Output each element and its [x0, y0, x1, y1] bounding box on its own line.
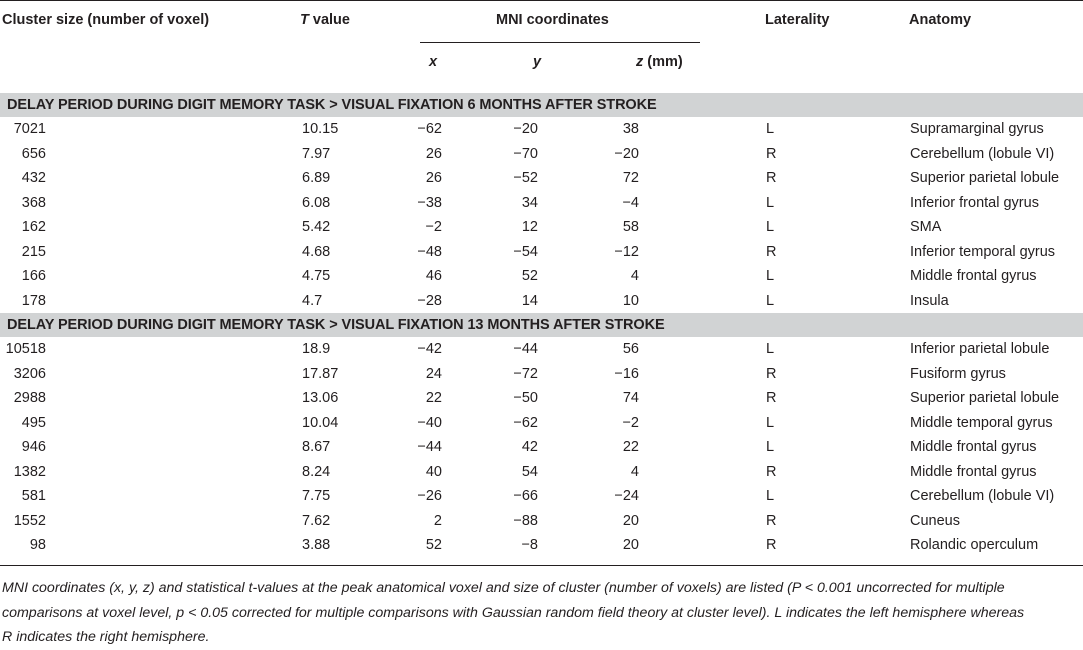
- header-z: [636, 53, 683, 71]
- z-coordinate-cell: 72: [622, 170, 639, 186]
- table-row: [0, 533, 1083, 558]
- footnote-line: MNI coordinates (x, y, z) and statistical t-values at the peak anatomical voxel and size of cluster (number of voxels) are listed (P < 0.001 uncorrected for multiple: [2, 580, 1005, 596]
- t-value-cell: 8.67: [302, 439, 331, 455]
- y-coordinate-cell: −72: [513, 365, 538, 382]
- cluster-size-cell: 2988: [13, 390, 46, 406]
- laterality-cell: L: [766, 219, 775, 235]
- anatomy-cell: Middle temporal gyrus: [910, 414, 1053, 431]
- t-value-cell: 13.06: [302, 390, 339, 406]
- x-coordinate-cell: 52: [425, 537, 442, 553]
- laterality-cell: R: [766, 145, 777, 162]
- table-row: [0, 435, 1083, 460]
- x-coordinate-cell: 40: [425, 463, 442, 480]
- t-value-cell: 17.87: [302, 365, 339, 382]
- z-coordinate-cell: −20: [614, 145, 639, 162]
- header-anatomy: Anatomy: [909, 12, 972, 28]
- laterality-cell: L: [766, 194, 775, 211]
- y-coordinate-cell: −8: [521, 537, 538, 553]
- y-coordinate-cell: −54: [513, 243, 538, 260]
- table-row: [0, 337, 1083, 362]
- laterality-cell: L: [766, 292, 775, 309]
- laterality-cell: L: [766, 488, 775, 504]
- z-coordinate-cell: 58: [622, 219, 639, 235]
- table-row: [0, 240, 1083, 265]
- table-row: [0, 215, 1083, 240]
- header-x: [429, 53, 437, 71]
- anatomy-cell: Insula: [910, 292, 949, 309]
- x-coordinate-cell: −62: [417, 121, 442, 137]
- y-coordinate-cell: −52: [513, 170, 538, 186]
- cluster-size-cell: 656: [21, 145, 46, 162]
- cluster-size-cell: 368: [21, 194, 46, 211]
- t-value-cell: 6.08: [302, 194, 331, 211]
- t-value-cell: 7.97: [302, 145, 331, 162]
- x-coordinate-cell: −40: [417, 414, 442, 431]
- x-coordinate-cell: −38: [417, 194, 442, 211]
- z-coordinate-cell: 4: [630, 463, 639, 480]
- anatomy-cell: Inferior frontal gyrus: [910, 194, 1039, 211]
- t-value-cell: 5.42: [302, 219, 331, 235]
- x-coordinate-cell: −48: [417, 243, 442, 260]
- section-header: [0, 313, 1083, 337]
- laterality-cell: L: [766, 268, 775, 284]
- header-t-value: [300, 11, 350, 29]
- t-value-cell: 4.7: [302, 292, 323, 309]
- t-value-cell: 4.75: [302, 268, 331, 284]
- section-title: DELAY PERIOD DURING DIGIT MEMORY TASK > VISUAL FIXATION 6 MONTHS AFTER STROKE: [7, 97, 657, 113]
- x-coordinate-cell: −42: [417, 341, 442, 357]
- cluster-size-cell: 215: [21, 243, 46, 260]
- anatomy-cell: Middle frontal gyrus: [910, 439, 1037, 455]
- footnote-line: comparisons at voxel level, p < 0.05 corrected for multiple comparisons with Gaussian random field theory at cluster level). L indicates the left hemisphere whereas: [2, 604, 1025, 621]
- cluster-size-cell: 7021: [13, 121, 46, 137]
- y-coordinate-cell: 14: [521, 292, 538, 309]
- laterality-cell: L: [766, 121, 775, 137]
- cluster-size-cell: 162: [21, 219, 46, 235]
- y-coordinate-cell: −44: [513, 341, 538, 357]
- anatomy-cell: Cerebellum (lobule VI): [910, 488, 1055, 504]
- t-value-cell: 18.9: [302, 341, 331, 357]
- t-value-cell: 10.15: [302, 121, 339, 137]
- section-header: [0, 93, 1083, 117]
- x-coordinate-cell: −28: [417, 292, 442, 309]
- t-value-cell: 6.89: [302, 170, 331, 186]
- cluster-size-cell: 946: [21, 439, 46, 455]
- y-coordinate-cell: 34: [521, 194, 538, 211]
- laterality-cell: L: [766, 439, 775, 455]
- footnote-line: R indicates the right hemisphere.: [2, 629, 210, 645]
- header-z-rest: (mm): [643, 54, 683, 70]
- x-coordinate-cell: 24: [425, 365, 442, 382]
- laterality-cell: R: [766, 390, 777, 406]
- cluster-size-cell: 10518: [5, 341, 46, 357]
- t-value-cell: 10.04: [302, 414, 339, 431]
- table-row: [0, 142, 1083, 167]
- y-coordinate-cell: −62: [513, 414, 538, 431]
- z-coordinate-cell: −2: [622, 414, 639, 431]
- z-coordinate-cell: 10: [622, 292, 639, 309]
- anatomy-cell: Inferior temporal gyrus: [910, 243, 1056, 260]
- section-title: DELAY PERIOD DURING DIGIT MEMORY TASK > VISUAL FIXATION 13 MONTHS AFTER STROKE: [7, 317, 665, 333]
- table-row: [0, 460, 1083, 485]
- anatomy-cell: Cuneus: [910, 512, 960, 529]
- y-coordinate-cell: −20: [513, 121, 538, 137]
- z-coordinate-cell: −4: [622, 194, 639, 211]
- header-y: [533, 53, 541, 71]
- z-coordinate-cell: −24: [614, 488, 639, 504]
- header-laterality: Laterality: [765, 12, 830, 28]
- x-coordinate-cell: 2: [433, 512, 442, 529]
- laterality-cell: R: [766, 512, 777, 529]
- y-coordinate-cell: −70: [513, 145, 538, 162]
- anatomy-cell: SMA: [910, 219, 942, 235]
- x-coordinate-cell: −44: [417, 439, 442, 455]
- table-row: [0, 411, 1083, 436]
- header-y-label: y: [533, 54, 542, 70]
- header-t-rest: value: [308, 12, 350, 28]
- anatomy-cell: Supramarginal gyrus: [910, 121, 1044, 137]
- cluster-size-cell: 98: [29, 537, 46, 553]
- t-value-cell: 8.24: [302, 463, 331, 480]
- header-mni-coordinates: MNI coordinates: [496, 12, 609, 28]
- cluster-size-cell: 581: [21, 488, 46, 504]
- cluster-size-cell: 495: [21, 414, 46, 431]
- header-x-label: x: [429, 54, 438, 70]
- laterality-cell: R: [766, 170, 777, 186]
- anatomy-cell: Superior parietal lobule: [910, 170, 1060, 186]
- z-coordinate-cell: 22: [622, 439, 639, 455]
- table-row: [0, 509, 1083, 534]
- anatomy-cell: Middle frontal gyrus: [910, 268, 1037, 284]
- t-value-cell: 7.62: [302, 512, 331, 529]
- header-z-italic: z: [636, 54, 644, 70]
- x-coordinate-cell: −26: [417, 488, 442, 504]
- table-row: [0, 362, 1083, 387]
- anatomy-cell: Middle frontal gyrus: [910, 463, 1037, 480]
- cluster-size-cell: 1552: [13, 512, 46, 529]
- table-row: [0, 117, 1083, 142]
- z-coordinate-cell: 38: [622, 121, 639, 137]
- t-value-cell: 4.68: [302, 243, 331, 260]
- x-coordinate-cell: 26: [425, 145, 442, 162]
- table-row: [0, 289, 1083, 314]
- cluster-size-cell: 166: [21, 268, 46, 284]
- laterality-cell: R: [766, 365, 777, 382]
- z-coordinate-cell: −16: [614, 365, 639, 382]
- laterality-cell: R: [766, 537, 777, 553]
- mni-header-rule: [420, 42, 700, 43]
- header-cluster-size: Cluster size (number of voxel): [2, 12, 210, 28]
- anatomy-cell: Cerebellum (lobule VI): [910, 145, 1055, 162]
- anatomy-cell: Fusiform gyrus: [910, 365, 1006, 382]
- x-coordinate-cell: 26: [425, 170, 442, 186]
- table-top-rule: [0, 0, 1083, 1]
- header-t-italic: T: [300, 12, 309, 28]
- laterality-cell: L: [766, 414, 775, 431]
- table-row: [0, 386, 1083, 411]
- y-coordinate-cell: −50: [513, 390, 538, 406]
- cluster-size-cell: 1382: [13, 463, 46, 480]
- laterality-cell: L: [766, 341, 775, 357]
- y-coordinate-cell: 42: [521, 439, 538, 455]
- y-coordinate-cell: −66: [513, 488, 538, 504]
- anatomy-cell: Superior parietal lobule: [910, 390, 1060, 406]
- y-coordinate-cell: 52: [521, 268, 538, 284]
- z-coordinate-cell: 74: [622, 390, 639, 406]
- anatomy-cell: Inferior parietal lobule: [910, 341, 1050, 357]
- z-coordinate-cell: −12: [614, 243, 639, 260]
- cluster-size-cell: 432: [21, 170, 46, 186]
- anatomy-cell: Rolandic operculum: [910, 537, 1039, 553]
- cluster-size-cell: 178: [21, 292, 46, 309]
- y-coordinate-cell: 54: [521, 463, 538, 480]
- table-row: [0, 191, 1083, 216]
- table-footnote: [2, 576, 1080, 650]
- laterality-cell: R: [766, 243, 777, 260]
- x-coordinate-cell: −2: [425, 219, 442, 235]
- table-bottom-rule: [0, 565, 1083, 566]
- t-value-cell: 7.75: [302, 488, 331, 504]
- t-value-cell: 3.88: [302, 537, 331, 553]
- cluster-size-cell: 3206: [13, 365, 46, 382]
- table-row: [0, 484, 1083, 509]
- x-coordinate-cell: 22: [425, 390, 442, 406]
- z-coordinate-cell: 20: [622, 537, 639, 553]
- table-row: [0, 166, 1083, 191]
- y-coordinate-cell: −88: [513, 512, 538, 529]
- table-row: [0, 264, 1083, 289]
- x-coordinate-cell: 46: [425, 268, 442, 284]
- z-coordinate-cell: 20: [622, 512, 639, 529]
- z-coordinate-cell: 56: [622, 341, 639, 357]
- y-coordinate-cell: 12: [521, 219, 538, 235]
- z-coordinate-cell: 4: [630, 268, 639, 284]
- laterality-cell: R: [766, 463, 777, 480]
